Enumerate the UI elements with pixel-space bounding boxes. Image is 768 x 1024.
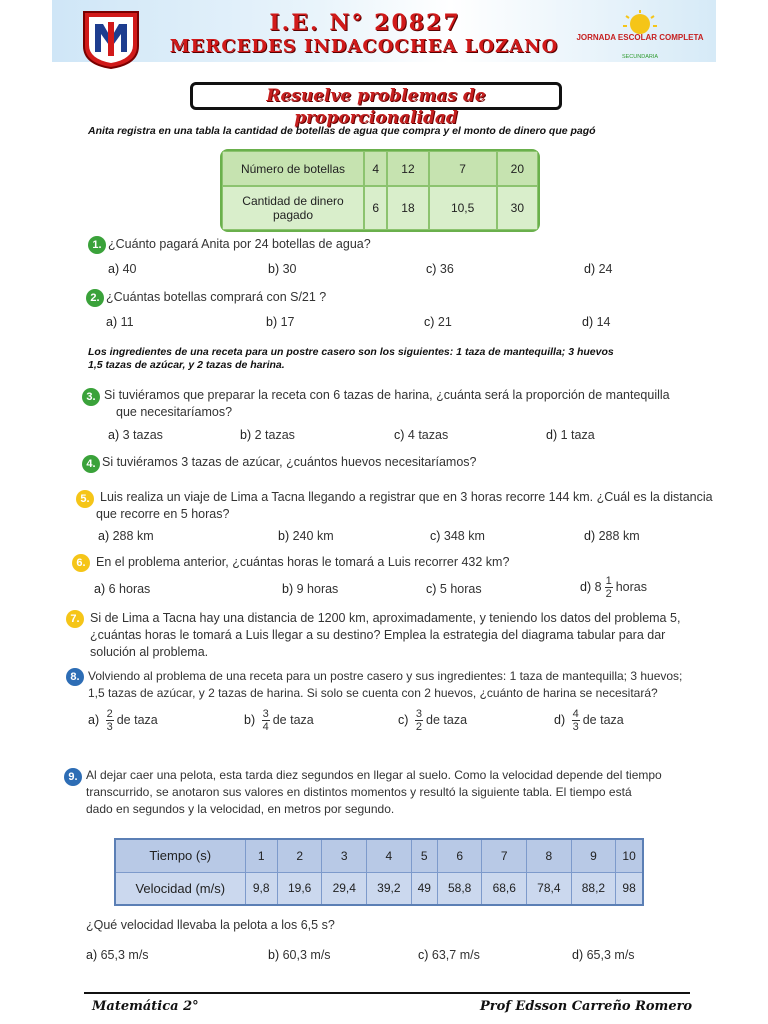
question-8-line2: 1,5 tazas de azúcar, y 2 tazas de harina. Si solo se cuenta con 2 huevos, ¿cuánto de harina se necesitará?: [88, 686, 658, 700]
svg-text:SECUNDARIA: SECUNDARIA: [621, 54, 659, 60]
table-cell: 10: [616, 839, 643, 872]
question-3-line2: que necesitaríamos?: [116, 405, 233, 419]
worksheet-title: Resuelve problemas de proporcionalidad: [266, 86, 486, 128]
q3-option-b: b) 2 tazas: [240, 428, 295, 442]
table-cell-label: Número de botellas: [222, 151, 364, 186]
jornada-completa-logo: [576, 10, 704, 64]
question-8-number: 8.: [66, 668, 84, 686]
bottles-table: [220, 149, 540, 232]
table-cell: 19,6: [277, 872, 322, 905]
fraction: $\frac{2}{3}$: [106, 708, 113, 733]
footer-subject: Matemática 2°: [92, 999, 199, 1014]
question-7-line1: Si de Lima a Tacna hay una distancia de 1200 km, aproximadamente, y teniendo los datos del problema 5,: [90, 611, 681, 625]
question-5-number: 5.: [76, 490, 94, 508]
question-9-prompt: ¿Qué velocidad llevaba la pelota a los 6,5 s?: [86, 918, 335, 932]
fraction: $\frac{4}{3}$: [572, 708, 579, 733]
question-5-line1: Luis realiza un viaje de Lima a Tacna llegando a registrar que en 3 horas recorre 144 km. ¿Cuál es la distancia: [100, 490, 713, 504]
question-7-line2: ¿cuántas horas le tomará a Luis llegar a su destino? Emplea la estrategia del diagrama tabular para dar: [90, 628, 666, 642]
q3-option-a: a) 3 tazas: [108, 428, 163, 442]
q9-option-a: a) 65,3 m/s: [86, 948, 149, 962]
school-name: MERCEDES INDACOCHEA LOZANO: [169, 36, 559, 57]
table-cell-label: Cantidad de dinero pagado: [222, 186, 364, 230]
table-cell: 7: [482, 839, 527, 872]
q1-option-a: a) 40: [108, 262, 137, 276]
svg-text:JORNADA ESCOLAR COMPLETA: JORNADA ESCOLAR COMPLETA: [576, 33, 704, 42]
table-cell: 4: [367, 839, 412, 872]
intro-recipe-line2: 1,5 tazas de azúcar, y 2 tazas de harina.: [88, 359, 285, 371]
table-cell: 9,8: [245, 872, 277, 905]
table-cell: 1: [245, 839, 277, 872]
q5-option-c: c) 348 km: [430, 529, 485, 543]
q8-option-c: c) $\frac{3}{2}$ de taza: [398, 708, 468, 733]
school-crest-logo: [80, 8, 142, 70]
table-cell: 58,8: [437, 872, 482, 905]
q8-option-b: b) $\frac{3}{4}$ de taza: [244, 708, 314, 733]
question-3-number: 3.: [82, 388, 100, 406]
question-9-line1: Al dejar caer una pelota, esta tarda diez segundos en llegar al suelo. Como la velocidad depende del tiempo: [86, 768, 662, 782]
question-9-line3: dado en segundos y la velocidad, en metros por segundo.: [86, 802, 395, 816]
q3-option-d: d) 1 taza: [546, 428, 595, 442]
question-7-line3: solución al problema.: [90, 645, 209, 659]
q9-option-b: b) 60,3 m/s: [268, 948, 331, 962]
table-cell: 8: [527, 839, 572, 872]
q2-option-d: d) 14: [582, 315, 611, 329]
question-7-number: 7.: [66, 610, 84, 628]
table-cell: 5: [411, 839, 437, 872]
question-3-line1: Si tuviéramos que preparar la receta con 6 tazas de harina, ¿cuánta será la proporción de mantequilla: [104, 388, 670, 402]
intro-anita: Anita registra en una tabla la cantidad de botellas de agua que compra y el monto de dinero que pagó: [88, 125, 596, 137]
table-cell: 68,6: [482, 872, 527, 905]
question-6-text: En el problema anterior, ¿cuántas horas le tomará a Luis recorrer 432 km?: [96, 555, 510, 569]
table-row: [222, 186, 538, 230]
table-cell: 12: [387, 151, 428, 186]
table-cell: 78,4: [527, 872, 572, 905]
q6-option-d: d) 8 $\frac{1}{2}$ horas: [580, 575, 647, 600]
table-cell: 2: [277, 839, 322, 872]
q1-option-b: b) 30: [268, 262, 297, 276]
table-cell: 6: [364, 186, 387, 230]
q3-option-c: c) 4 tazas: [394, 428, 449, 442]
question-9-line2: transcurrido, se anotaron sus valores en distintos momentos y resultó la siguiente tabla. El tiempo está: [86, 785, 632, 799]
q8-option-a: a) $\frac{2}{3}$ de taza: [88, 708, 158, 733]
footer-divider: [84, 992, 690, 994]
footer-teacher: Prof Edsson Carreño Romero: [480, 999, 693, 1014]
q6-option-c: c) 5 horas: [426, 582, 482, 596]
question-9-number: 9.: [64, 768, 82, 786]
question-4-number: 4.: [82, 455, 100, 473]
q5-option-d: d) 288 km: [584, 529, 640, 543]
table-row: [115, 872, 643, 905]
fraction: $\frac{3}{2}$: [415, 708, 423, 733]
q6-option-b: b) 9 horas: [282, 582, 339, 596]
question-1-text: ¿Cuánto pagará Anita por 24 botellas de agua?: [108, 237, 371, 251]
question-1-number: 1.: [88, 236, 106, 254]
fraction: $\frac{1}{2}$: [605, 575, 612, 600]
question-2-text: ¿Cuántas botellas comprará con S/21 ?: [106, 290, 327, 304]
q1-option-c: c) 36: [426, 262, 454, 276]
table-cell: 29,4: [322, 872, 367, 905]
q2-option-c: c) 21: [424, 315, 452, 329]
q9-option-d: d) 65,3 m/s: [572, 948, 635, 962]
table-cell: 49: [411, 872, 437, 905]
table-cell-label: Velocidad (m/s): [115, 872, 245, 905]
school-number: I.E. N° 20827: [269, 10, 461, 36]
table-cell-label: Tiempo (s): [115, 839, 245, 872]
table-cell: 30: [497, 186, 538, 230]
question-2-number: 2.: [86, 289, 104, 307]
q9-option-c: c) 63,7 m/s: [418, 948, 480, 962]
q2-option-a: a) 11: [106, 315, 134, 329]
table-row: [222, 151, 538, 186]
fraction: $\frac{3}{4}$: [262, 708, 269, 733]
intro-recipe-line1: Los ingredientes de una receta para un postre casero son los siguientes: 1 taza de mantequilla; 3 huevos: [88, 346, 614, 358]
table-cell: 88,2: [571, 872, 616, 905]
table-cell: 3: [322, 839, 367, 872]
table-cell: 20: [497, 151, 538, 186]
question-8-line1: Volviendo al problema de una receta para un postre casero y sus ingredientes: 1 taza de mantequilla; 3 huevos;: [88, 669, 683, 683]
table-cell: 39,2: [367, 872, 412, 905]
question-4-text: Si tuviéramos 3 tazas de azúcar, ¿cuántos huevos necesitaríamos?: [102, 455, 477, 469]
table-cell: 10,5: [429, 186, 497, 230]
table-row: [115, 839, 643, 872]
table-cell: 18: [387, 186, 428, 230]
table-cell: 6: [437, 839, 482, 872]
question-6-number: 6.: [72, 554, 90, 572]
table-cell: 9: [571, 839, 616, 872]
q1-option-d: d) 24: [584, 262, 613, 276]
worksheet-title-box: [190, 82, 562, 128]
velocity-table: [114, 838, 644, 906]
q2-option-b: b) 17: [266, 315, 295, 329]
question-5-line2: que recorre en 5 horas?: [96, 507, 230, 521]
q5-option-b: b) 240 km: [278, 529, 334, 543]
table-cell: 4: [364, 151, 387, 186]
table-cell: 7: [429, 151, 497, 186]
table-cell: 98: [616, 872, 643, 905]
q8-option-d: d) $\frac{4}{3}$ de taza: [554, 708, 624, 733]
q6-option-a: a) 6 horas: [94, 582, 151, 596]
q5-option-a: a) 288 km: [98, 529, 154, 543]
